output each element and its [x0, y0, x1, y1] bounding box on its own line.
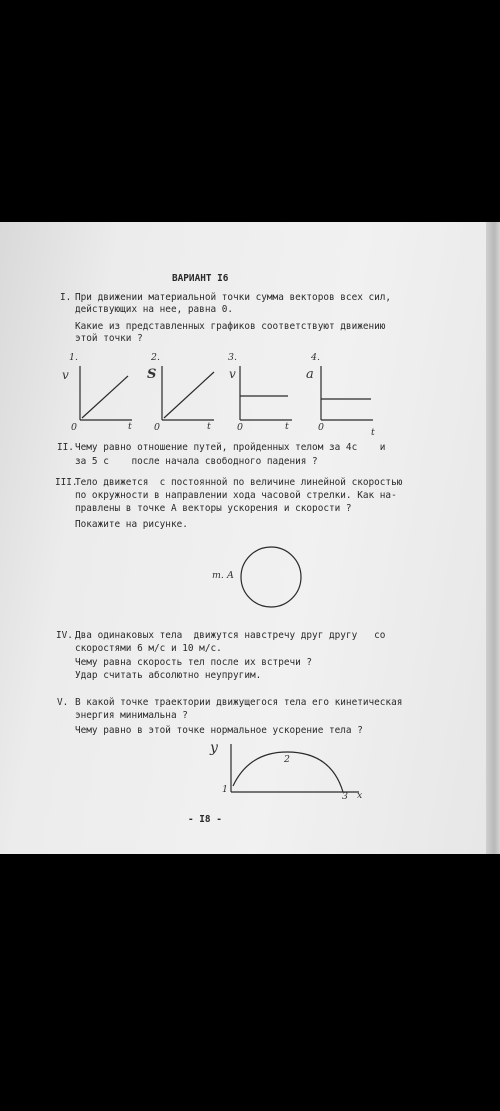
question-2-number: II.: [57, 442, 74, 453]
question-3-line: Тело движется с постоянной по величине линейной скоростью: [75, 477, 403, 488]
trajectory-point-3: 3: [342, 791, 348, 802]
question-5-line: Чему равно в этой точке нормальное ускорение тела ?: [75, 725, 363, 736]
graph-2-origin: 0: [154, 422, 160, 433]
trajectory-point-1: 1: [222, 784, 228, 795]
question-1-line: этой точки ?: [75, 333, 143, 344]
graph-1-origin: 0: [71, 422, 77, 433]
question-1-line: действующих на нее, равна 0.: [75, 304, 234, 315]
graph-1-number: 1.: [69, 352, 78, 363]
trajectory-xlabel: x: [357, 790, 363, 801]
trajectory-arc: [233, 752, 343, 792]
question-4-line: скоростями 6 м/с и 10 м/с.: [75, 643, 222, 654]
graph-4-number: 4.: [311, 352, 320, 363]
page-edge: [486, 222, 500, 854]
question-3-line: Покажите на рисунке.: [75, 519, 188, 530]
graph-1-ylabel: v: [62, 368, 69, 382]
graph-1-xlabel: t: [128, 421, 132, 432]
trajectory-circle: [241, 547, 301, 607]
document-photo: [0, 222, 500, 854]
graph-4-ylabel: a: [306, 367, 314, 382]
trajectory-point-2: 2: [284, 754, 290, 765]
graph-2-number: 2.: [151, 352, 160, 363]
graph-2-ylabel: S: [147, 367, 157, 382]
question-2-line: за 5 с после начала свободного падения ?: [75, 456, 318, 467]
question-5-line: В какой точке траектории движущегося тела его кинетическая: [75, 697, 403, 708]
graph-2-line: [164, 372, 214, 418]
graph-4-xlabel: t: [371, 427, 375, 438]
question-1-number: I.: [60, 292, 72, 303]
graph-3-plot: [230, 362, 300, 426]
page-title: ВАРИАНТ I6: [172, 273, 229, 284]
trajectory-ylabel: y: [210, 740, 218, 756]
graph-4-origin: 0: [318, 422, 324, 433]
question-4-line: Удар считать абсолютно неупругим.: [75, 670, 262, 681]
question-3-line: правлены в точке А векторы ускорения и скорости ?: [75, 503, 352, 514]
question-5-line: энергия минимальна ?: [75, 710, 188, 721]
graph-3-xlabel: t: [285, 421, 289, 432]
question-4-line: Два одинаковых тела движутся навстречу друг другу со: [75, 630, 386, 641]
page-number: - I8 -: [188, 814, 222, 825]
graph-1-line: [82, 376, 128, 418]
graph-2-xlabel: t: [207, 421, 211, 432]
graph-2-plot: [152, 362, 222, 426]
graph-3-number: 3.: [228, 352, 237, 363]
question-1-line: При движении материальной точки сумма векторов всех сил,: [75, 292, 392, 303]
question-4-number: IV.: [56, 630, 73, 641]
circle-figure: [230, 542, 310, 622]
graph-4-plot: [311, 362, 381, 426]
question-2-line: Чему равно отношение путей, пройденных телом за 4с и: [75, 442, 386, 453]
question-3-number: III.: [55, 477, 78, 488]
question-3-line: по окружности в направлении хода часовой стрелки. Как на-: [75, 490, 397, 501]
graph-3-ylabel: v: [229, 367, 236, 381]
worksheet-page: [0, 222, 486, 854]
question-1-line: Какие из представленных графиков соответствуют движению: [75, 321, 386, 332]
question-4-line: Чему равна скорость тел после их встречи ?: [75, 657, 313, 668]
question-5-number: V.: [57, 697, 69, 708]
graph-1-plot: [70, 362, 140, 426]
point-a-label: т. А: [212, 570, 234, 581]
trajectory-figure: [225, 740, 365, 800]
graph-3-origin: 0: [237, 422, 243, 433]
